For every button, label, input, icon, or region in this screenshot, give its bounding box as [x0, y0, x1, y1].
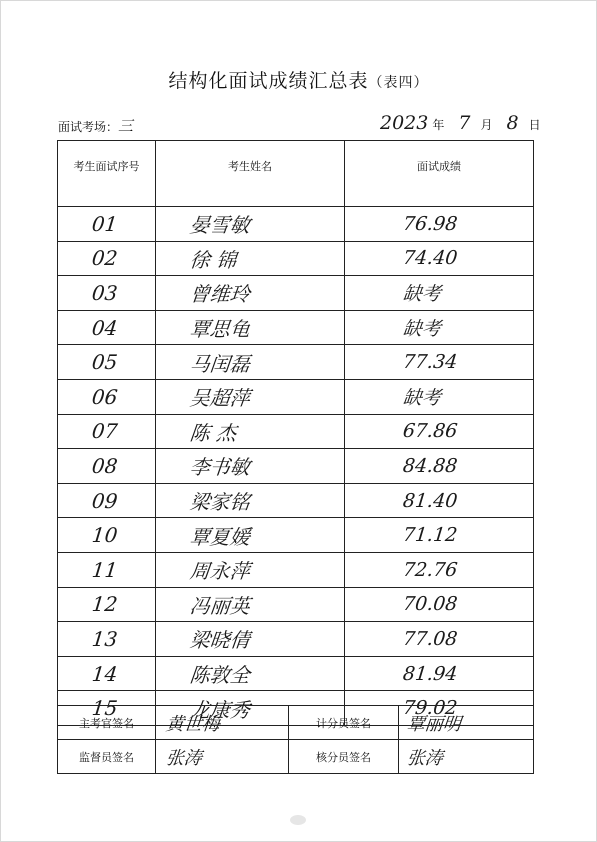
candidate-name: 马闰磊: [188, 351, 252, 376]
signature-row: [58, 706, 534, 740]
candidate-name: 曾维玲: [188, 282, 252, 307]
interview-score-cell: [345, 518, 534, 553]
candidate-name: 梁晓倩: [188, 628, 252, 653]
candidate-name-cell: [156, 345, 345, 380]
candidate-name-cell: [156, 587, 345, 622]
candidate-name-cell: [156, 656, 345, 691]
table-row: [58, 379, 534, 414]
date-day-unit: 日: [528, 118, 541, 132]
title-text: 结构化面试成绩汇总表: [168, 70, 369, 92]
candidate-name: 陈 杰: [188, 420, 238, 445]
header-name: 考生姓名: [156, 141, 345, 207]
checker-name: 张涛: [405, 747, 444, 769]
date-year: 2023: [380, 112, 429, 134]
row-number-cell: [58, 622, 156, 657]
candidate-name-cell: [156, 552, 345, 587]
row-number-cell: [58, 207, 156, 242]
interview-score-cell: [345, 241, 534, 276]
score-table-header: [58, 141, 534, 207]
table-row: [58, 414, 534, 449]
candidate-name: 吴超萍: [188, 386, 252, 411]
scorer-name: 覃丽明: [405, 713, 462, 735]
row-number: 14: [90, 661, 119, 686]
candidate-name-cell: [156, 449, 345, 484]
chief-examiner-signature: [156, 706, 289, 740]
candidate-name-cell: [156, 379, 345, 414]
row-number-cell: [58, 310, 156, 345]
interview-score: 缺考: [401, 318, 443, 341]
candidate-name: 覃思龟: [188, 317, 252, 342]
table-row: [58, 345, 534, 380]
interview-score: 67.86: [401, 420, 459, 443]
row-number: 05: [90, 350, 119, 375]
interview-score: 81.94: [401, 662, 459, 685]
candidate-name: 梁家铭: [188, 490, 252, 515]
table-row: [58, 207, 534, 242]
interview-score: 缺考: [401, 283, 443, 306]
checker-label: 核分员签名: [289, 740, 399, 774]
candidate-name: 晏雪敏: [188, 213, 252, 238]
row-number-cell: [58, 449, 156, 484]
row-number-cell: [58, 518, 156, 553]
candidate-name: 龙康秀: [188, 697, 252, 722]
candidate-name-cell: [156, 310, 345, 345]
interview-score: 76.98: [401, 212, 459, 235]
scorer-signature: [399, 706, 534, 740]
scan-smudge: [290, 815, 306, 825]
exam-date: [380, 112, 541, 134]
row-number-cell: [58, 379, 156, 414]
table-row: [58, 656, 534, 691]
candidate-name-cell: [156, 622, 345, 657]
interview-score-cell: [345, 483, 534, 518]
candidate-name: 覃夏媛: [188, 524, 252, 549]
interview-score: 77.08: [401, 627, 459, 650]
interview-score: 74.40: [401, 247, 459, 270]
row-number: 02: [90, 246, 119, 271]
interview-score-cell: [345, 552, 534, 587]
supervisor-signature: [156, 740, 289, 774]
table-row: [58, 241, 534, 276]
interview-score-cell: [345, 379, 534, 414]
interview-score-cell: [345, 207, 534, 242]
interview-score: 77.34: [401, 351, 459, 374]
chief-examiner-label: 主考官签名: [58, 706, 156, 740]
row-number: 12: [90, 592, 119, 617]
candidate-name-cell: [156, 241, 345, 276]
candidate-name: 李书敏: [188, 455, 252, 480]
row-number-cell: [58, 552, 156, 587]
checker-signature: [399, 740, 534, 774]
signature-row: [58, 740, 534, 774]
candidate-name: 徐 锦: [188, 247, 238, 272]
candidate-name-cell: [156, 276, 345, 311]
row-number: 09: [90, 488, 119, 513]
row-number: 10: [90, 523, 119, 548]
interview-score: 70.08: [401, 593, 459, 616]
row-number-cell: [58, 345, 156, 380]
page-title: [0, 66, 597, 93]
room-label: 面试考场：: [58, 120, 119, 134]
row-number-cell: [58, 656, 156, 691]
row-number-cell: [58, 414, 156, 449]
row-number-cell: [58, 587, 156, 622]
chief-examiner-name: 黄世梅: [164, 713, 221, 735]
signature-table: [57, 705, 534, 774]
interview-score-cell: [345, 587, 534, 622]
interview-score: 81.40: [401, 489, 459, 512]
interview-score: 79.02: [401, 697, 459, 720]
interview-score-cell: [345, 345, 534, 380]
date-year-unit: 年: [432, 118, 445, 132]
table-row: [58, 310, 534, 345]
row-number: 13: [90, 626, 119, 651]
table-row: [58, 483, 534, 518]
scorer-label: 计分员签名: [289, 706, 399, 740]
row-number: 07: [90, 419, 119, 444]
interview-score-cell: [345, 622, 534, 657]
table-row: [58, 552, 534, 587]
row-number: 03: [90, 280, 119, 305]
interview-score-cell: [345, 449, 534, 484]
row-number: 08: [90, 453, 119, 478]
date-month-unit: 月: [480, 118, 493, 132]
candidate-name-cell: [156, 414, 345, 449]
candidate-name: 周永萍: [188, 559, 252, 584]
row-number: 15: [90, 696, 119, 721]
candidate-name: 冯丽英: [188, 593, 252, 618]
interview-score-cell: [345, 414, 534, 449]
row-number-cell: [58, 276, 156, 311]
date-month: 7: [458, 112, 471, 134]
title-suffix: （表四）: [368, 75, 429, 91]
interview-score: 84.88: [401, 454, 459, 477]
interview-score-cell: [345, 310, 534, 345]
header-score: 面试成绩: [345, 141, 534, 207]
table-row: [58, 622, 534, 657]
candidate-name: 陈敦全: [188, 663, 252, 688]
supervisor-label: 监督员签名: [58, 740, 156, 774]
table-row: [58, 587, 534, 622]
row-number-cell: [58, 241, 156, 276]
interview-score: 72.76: [401, 558, 459, 581]
table-row: [58, 518, 534, 553]
score-table: [57, 140, 534, 726]
candidate-name-cell: [156, 483, 345, 518]
interview-score: 缺考: [401, 387, 443, 410]
supervisor-name: 张涛: [164, 747, 203, 769]
interview-score: 71.12: [401, 524, 459, 547]
row-number: 04: [90, 315, 119, 340]
row-number: 06: [90, 384, 119, 409]
row-number-cell: [58, 483, 156, 518]
interview-score-cell: [345, 276, 534, 311]
candidate-name-cell: [156, 207, 345, 242]
table-row: [58, 449, 534, 484]
row-number: 01: [90, 211, 119, 236]
date-day: 8: [506, 112, 519, 134]
row-number: 11: [90, 557, 119, 582]
room-value: 三: [118, 117, 134, 135]
candidate-name-cell: [156, 518, 345, 553]
table-row: [58, 276, 534, 311]
interview-score-cell: [345, 656, 534, 691]
header-number: 考生面试序号: [58, 141, 156, 207]
